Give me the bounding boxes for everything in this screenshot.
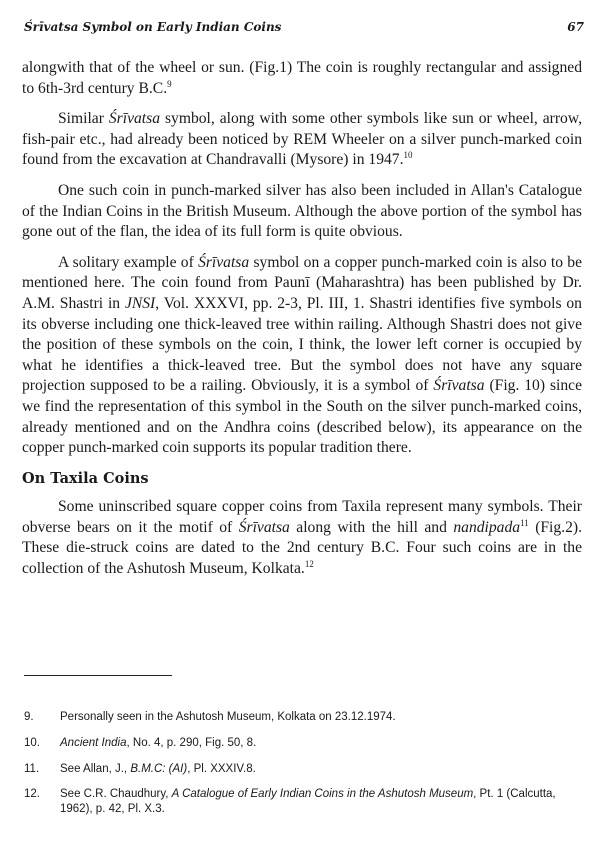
footnote-divider <box>24 675 172 676</box>
footnote-11 <box>24 762 580 777</box>
paragraph-5 <box>22 497 582 579</box>
paragraph-4-text-d: (Fig. 10) since we find the representation of this symbol in the South on the silver punch-marked coins, already mentioned and on the Andhra coins (described below), its appearance on the copper punch-marked coin supports its popular tradition there. <box>22 377 582 457</box>
running-header <box>24 20 584 34</box>
paragraph-4-text-b: symbol on a copper punch-marked coin is also to be mentioned here. The coin found from Paunī (Maharashtra) has been published by Dr. A.M. Shastri in <box>22 253 583 312</box>
footnote-ref-9: 9 <box>167 78 172 89</box>
header-title: Śrīvatsa Symbol on Early Indian Coins <box>24 20 282 34</box>
footnote-text-b: , Pt. 1 (Calcutta, 1962), p. 42, Pl. X.3. <box>60 788 556 815</box>
paragraph-5-italic-b: nandipada <box>453 518 521 536</box>
footnote-10 <box>24 736 580 751</box>
footnote-number: 12. <box>24 788 40 800</box>
paragraph-2 <box>22 109 582 171</box>
paragraph-1-text: alongwith that of the wheel or sun. (Fig.1) The coin is roughly rectangular and assigned to 6th-3rd century B.C. <box>22 59 582 97</box>
footnote-italic: B.M.C: (AI) <box>130 763 188 775</box>
paragraph-4-italic-b: JNSI <box>124 294 156 312</box>
paragraph-2-italic: Śrīvatsa <box>108 110 160 128</box>
footnotes <box>24 710 580 828</box>
paragraph-5-text-c: (Fig.2). These die-struck coins are dated to the 2nd century B.C. Four such coins are in the collection of the Ashutosh Museum, Kolkata. <box>22 518 582 578</box>
footnote-number: 11. <box>24 763 40 775</box>
paragraph-4-italic-a: Śrīvatsa <box>198 253 250 271</box>
paragraph-4-text-a: A solitary example of <box>58 253 199 271</box>
footnote-text-b: , Pl. XXXIV.8. <box>187 763 256 775</box>
footnote-number: 10. <box>24 737 40 749</box>
footnote-9 <box>24 710 580 725</box>
paragraph-5-text-b: along with the hill and <box>289 518 454 536</box>
footnote-italic: Ancient India <box>60 737 127 749</box>
paragraph-1 <box>22 58 582 99</box>
paragraph-4-italic-c: Śrīvatsa <box>433 377 485 395</box>
footnote-ref-10: 10 <box>403 150 413 161</box>
footnote-ref-11: 11 <box>520 517 529 528</box>
paragraph-3 <box>22 181 582 243</box>
page-number: 67 <box>567 20 584 34</box>
paragraph-2-text-b: symbol, along with some other symbols like sun or wheel, arrow, fish-pair etc., had already been noticed by REM Wheeler on a silver punch-marked coin found from the excavation at Chandravalli (Mysore) in 1947. <box>22 110 583 169</box>
paragraph-3-text: One such coin in punch-marked silver has also been included in Allan's Catalogue of the Indian Coins in the British Museum. Although the above portion of the symbol has gone out of the flan, the idea of its full form is quite obvious. <box>22 181 582 241</box>
footnote-text: See C.R. Chaudhury, <box>60 788 172 800</box>
footnote-number: 9. <box>24 711 34 723</box>
footnote-italic: A Catalogue of Early Indian Coins in the Ashutosh Museum <box>171 788 474 800</box>
footnote-text: See Allan, J., <box>60 763 131 775</box>
footnote-text: , No. 4, p. 290, Fig. 50, 8. <box>126 737 257 749</box>
footnote-12 <box>24 787 580 817</box>
paragraph-2-text-a: Similar <box>58 110 109 128</box>
paragraph-4 <box>22 253 582 459</box>
body-text <box>22 58 582 590</box>
paragraph-4-text-c: , Vol. XXXVI, pp. 2-3, Pl. III, 1. Shastri identifies five symbols on its obverse including one thick-leaved tree within railing. Although Shastri does not give the position of these symbols on the coin, I think, the lower left corner is occupied by what he identifies a thick-leaved tree. But the symbol does not have any square projection supposed to be a railing. Obviously, it is a symbol of <box>22 294 582 395</box>
footnote-text: Personally seen in the Ashutosh Museum, Kolkata on 23.12.1974. <box>60 711 396 723</box>
footnote-ref-12: 12 <box>304 559 314 570</box>
section-heading: On Taxila Coins <box>22 469 149 487</box>
paragraph-5-text-a: Some uninscribed square copper coins from Taxila represent many symbols. Their obverse bears on it the motif of <box>22 498 582 536</box>
paragraph-5-italic-a: Śrīvatsa <box>238 518 290 536</box>
